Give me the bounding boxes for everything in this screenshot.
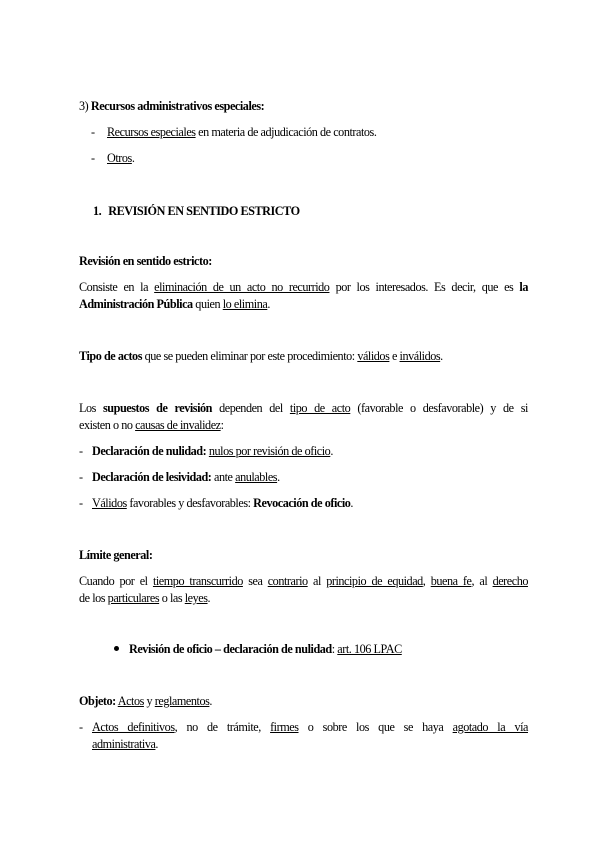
text: ante [211, 470, 236, 484]
list-item [107, 151, 134, 166]
supuestos-paragraph-line-1 [79, 401, 528, 416]
text: , al [471, 574, 488, 588]
text: . [209, 694, 212, 708]
list-item [92, 470, 280, 485]
text: . [277, 470, 280, 484]
underlined-text: tiempo transcurrido [152, 574, 243, 588]
item-underlined: Otros [107, 151, 132, 165]
underlined-text: Válidos [92, 496, 127, 510]
revision-paragraph-line-2 [79, 297, 270, 312]
heading-title: REVISIÓN EN SENTIDO ESTRICTO [108, 204, 300, 218]
underlined-text: particulares [107, 591, 160, 605]
list-dash: - [91, 151, 96, 165]
limite-paragraph-line-1 [79, 574, 528, 589]
bold-text: la [519, 280, 529, 294]
list-item [92, 496, 353, 511]
objeto-line [79, 694, 212, 709]
bold-text: Tipo de actos [79, 349, 142, 363]
underlined-text: inválidos [399, 349, 441, 363]
item-underlined: Recursos especiales [107, 125, 196, 139]
bold-text: Revocación de oficio [253, 496, 351, 510]
bold-text: Declaración de lesividad: [92, 470, 212, 484]
text: favorables y desfavorables: [126, 496, 254, 510]
underlined-text: principio de equidad [326, 574, 423, 588]
text: Los [79, 401, 96, 415]
underlined-text: leyes [184, 591, 208, 605]
underlined-text: firmes [270, 720, 299, 734]
list-item [92, 444, 333, 459]
list-dash: - [79, 720, 84, 734]
underlined-text: contrario [267, 574, 308, 588]
text: al [312, 574, 321, 588]
text: de los [79, 591, 108, 605]
text: . [330, 444, 333, 458]
list-dash: - [79, 444, 84, 458]
objeto-item-line-2 [92, 737, 158, 752]
list-dash: - [91, 125, 96, 139]
bold-text: Objeto: [79, 694, 116, 708]
item-text: en materia de adjudicación de contratos. [195, 125, 377, 139]
section-3-heading [79, 99, 264, 114]
underlined-text: reglamentos [154, 694, 210, 708]
text: o las [159, 591, 185, 605]
text: . [155, 737, 159, 751]
underlined-text: Actos definitivos [92, 720, 175, 734]
section-number: 3) [79, 99, 89, 113]
revision-title-text: Revisión en sentido estricto: [79, 254, 212, 268]
text: , [422, 574, 426, 588]
text: , no de trámite, [174, 720, 261, 734]
text: o sobre los que se haya [307, 720, 444, 734]
underlined-text: anulables [235, 470, 278, 484]
supuestos-paragraph-line-2 [79, 418, 224, 433]
bold-text: Administración Pública [79, 297, 193, 311]
text: . [440, 349, 443, 363]
text: (favorable o desfavorable) y de si [357, 401, 528, 415]
section-title: Recursos administrativos especiales: [90, 99, 265, 113]
underlined-text: agotado la vía [452, 720, 528, 734]
text: Consiste en la [79, 280, 149, 294]
underlined-text: causas de invalidez [135, 418, 221, 432]
bullet-item [129, 642, 402, 657]
bold-text: Declaración de nulidad: [92, 444, 207, 458]
text: : [220, 418, 224, 432]
underlined-text: art. 106 LPAC [337, 642, 402, 656]
text: sea [248, 574, 263, 588]
list-dash: - [79, 470, 84, 484]
list-dash: - [79, 496, 84, 510]
underlined-text: administrativa [92, 737, 156, 751]
item-text: . [131, 151, 135, 165]
heading-1 [93, 204, 300, 219]
underlined-text: tipo de acto [289, 401, 351, 415]
underlined-text: eliminación de un acto no recurrido [154, 280, 330, 294]
text: . [350, 496, 354, 510]
text: existen o no [79, 418, 136, 432]
text: . [207, 591, 211, 605]
bold-text: Revisión de oficio – declaración de nulidad [129, 642, 332, 656]
tipo-actos-paragraph [79, 349, 443, 364]
limite-title-text: Límite general: [79, 548, 153, 562]
underlined-text: válidos [357, 349, 390, 363]
revision-title [79, 254, 212, 269]
list-item [107, 125, 376, 140]
text: y [143, 694, 155, 708]
text: Cuando por el [79, 574, 148, 588]
limite-paragraph-line-2 [79, 591, 210, 606]
bullet-dot [114, 646, 119, 651]
text: : [331, 642, 338, 656]
limite-title [79, 548, 152, 563]
underlined-text: nulos por revisión de oficio [208, 444, 331, 458]
revision-paragraph-line-1 [79, 280, 528, 295]
heading-number: 1. [93, 204, 102, 218]
text: . [267, 297, 270, 311]
text: quien [195, 297, 221, 311]
text: dependen del [219, 401, 283, 415]
underlined-text: buena fe [430, 574, 472, 588]
text: por los interesados. Es decir, que es [335, 280, 514, 294]
underlined-text: derecho [492, 574, 528, 588]
text: e [389, 349, 400, 363]
objeto-item-line-1 [92, 720, 528, 735]
text: que se pueden eliminar por este procedimiento: [142, 349, 358, 363]
underlined-text: lo elimina [222, 297, 268, 311]
underlined-text: Actos [117, 694, 144, 708]
bold-text: supuestos de revisión [103, 401, 213, 415]
